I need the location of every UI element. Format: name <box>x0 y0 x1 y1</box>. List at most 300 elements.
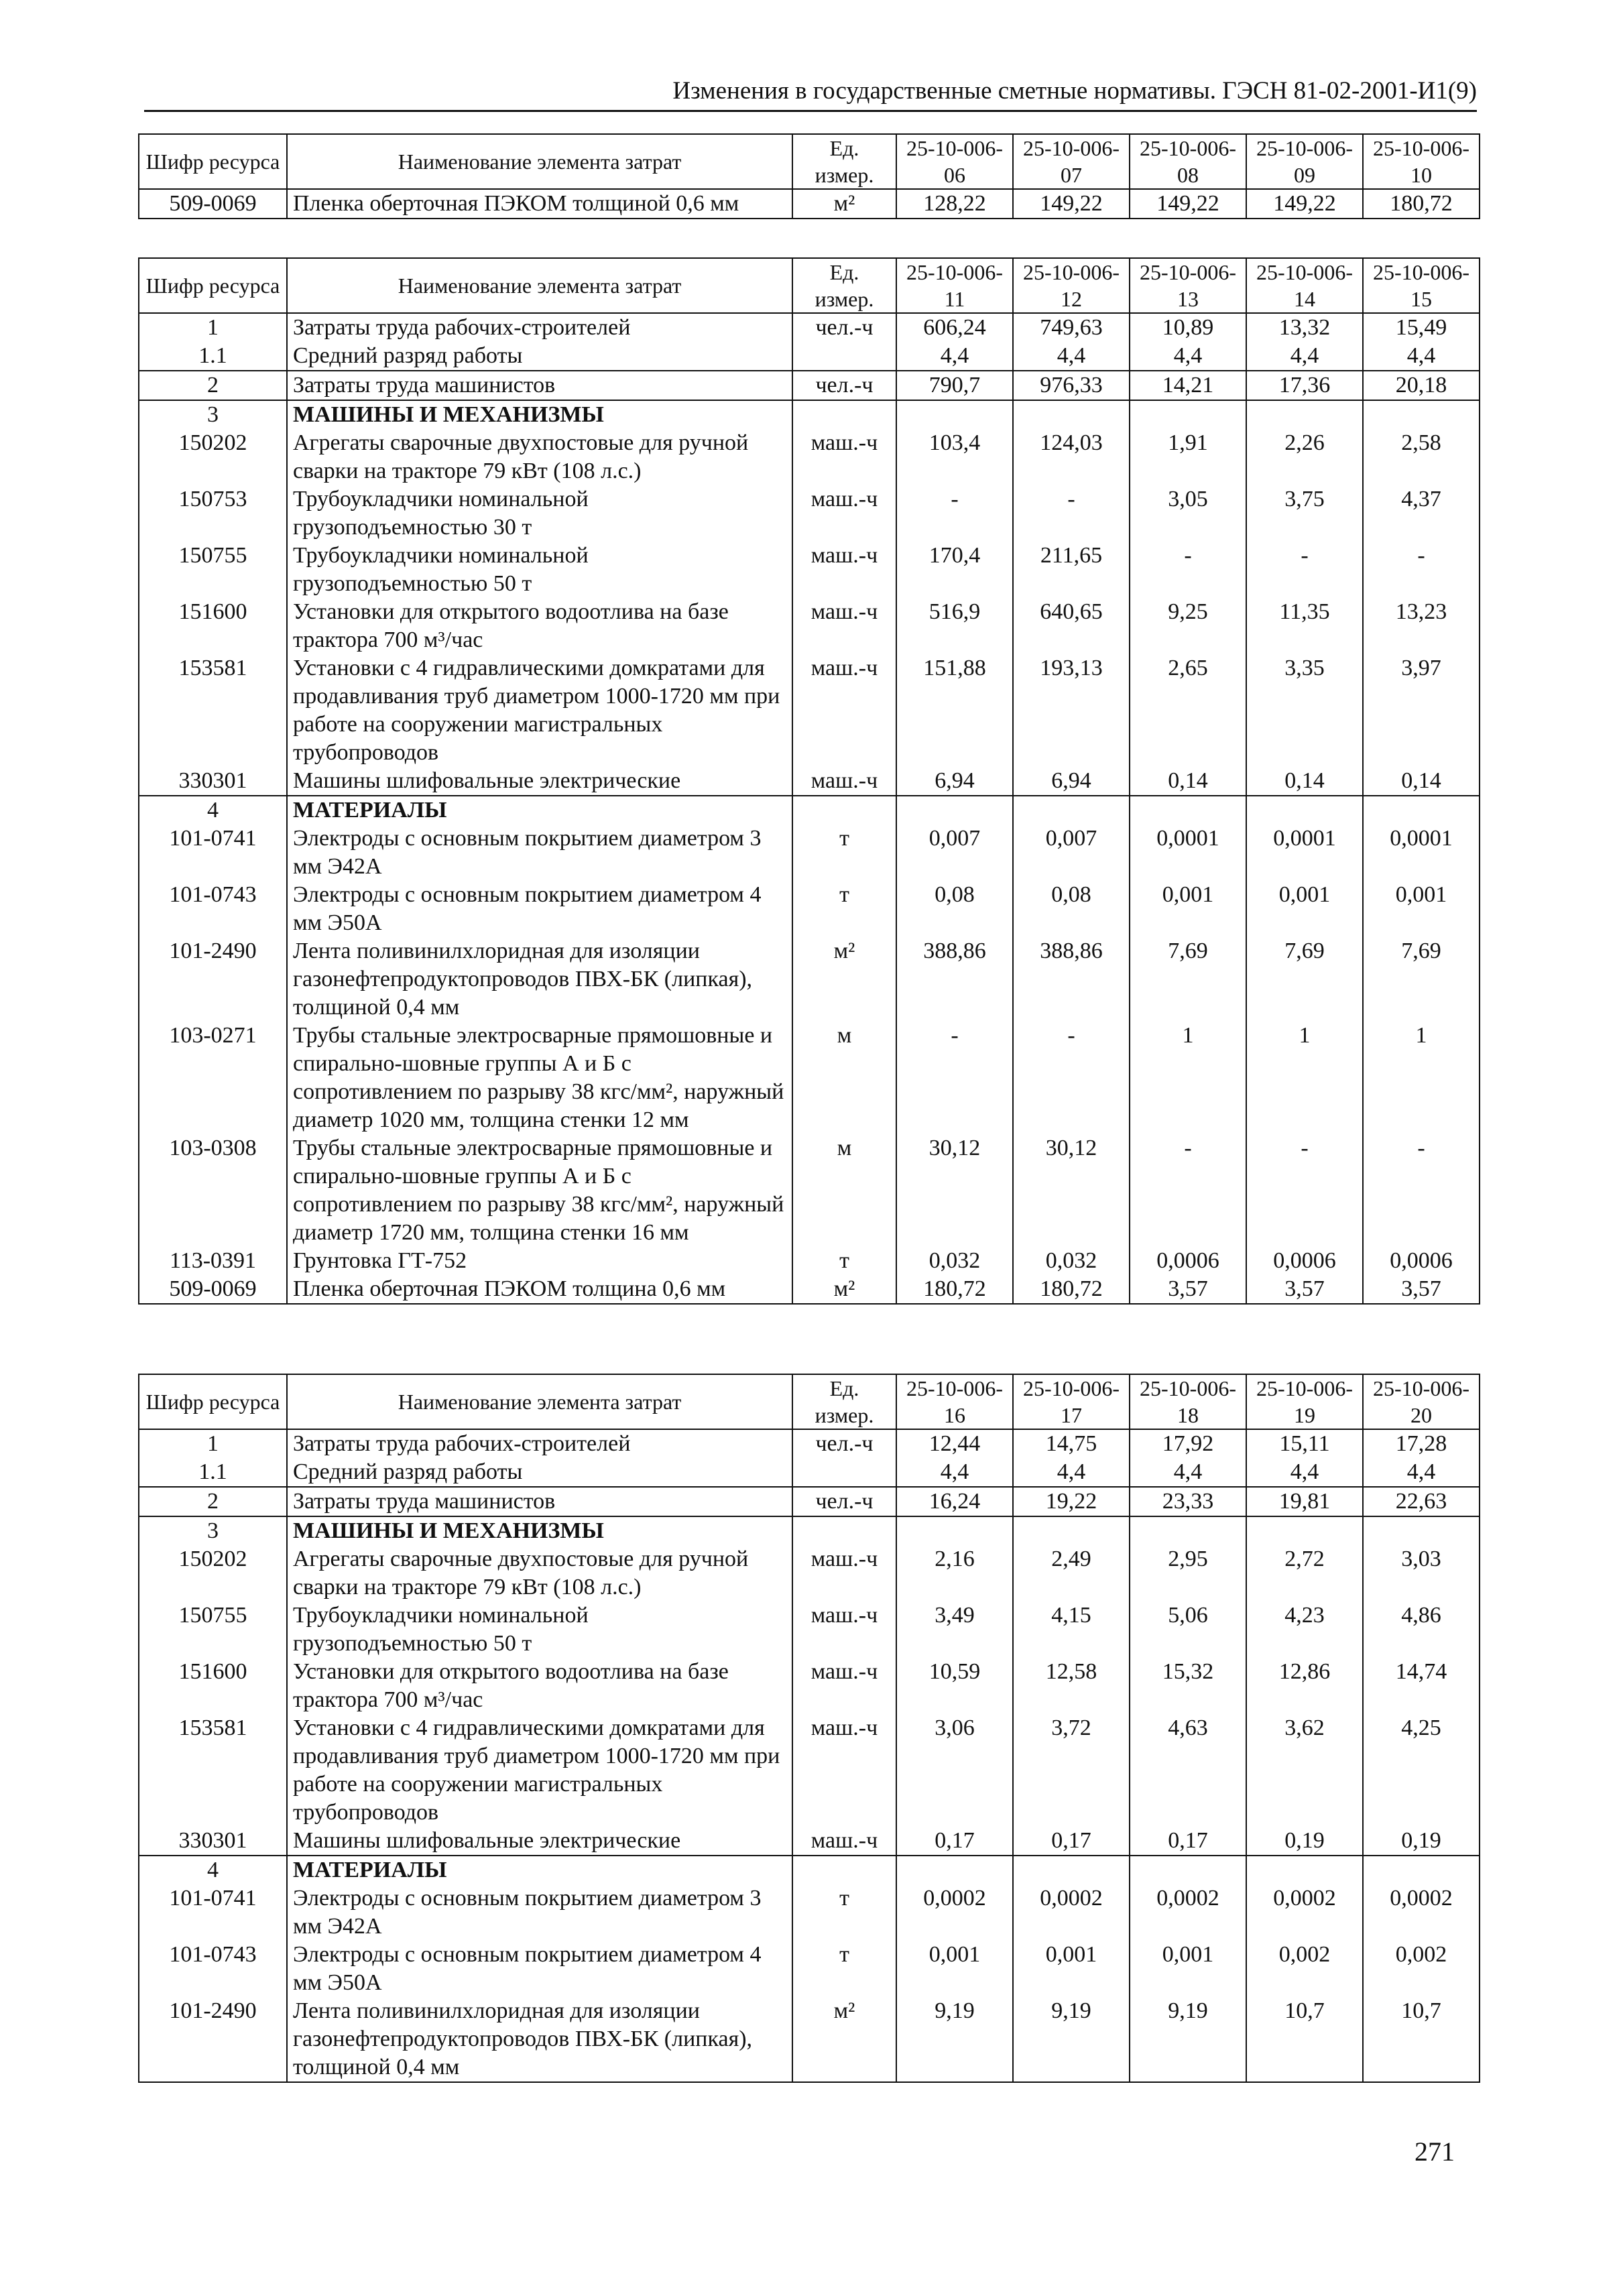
resource-value: - <box>1013 1022 1130 1134</box>
resource-value <box>1246 1856 1363 1884</box>
resource-value: 151,88 <box>896 654 1013 767</box>
table-row <box>139 1545 1480 1602</box>
resource-value: - <box>896 485 1013 542</box>
resource-unit: маш.-ч <box>792 542 896 598</box>
resource-value: 3,57 <box>1246 1275 1363 1304</box>
column-header-unit: Ед. измер. <box>792 258 896 313</box>
resource-value <box>1130 1856 1246 1884</box>
column-header-norm: 25-10-006-20 <box>1363 1374 1480 1429</box>
column-header-norm: 25-10-006-18 <box>1130 1374 1246 1429</box>
resource-value: 7,69 <box>1246 937 1363 1022</box>
resource-value: 4,37 <box>1363 485 1480 542</box>
resource-unit <box>792 796 896 825</box>
resource-value: 3,49 <box>896 1602 1013 1658</box>
resource-value: 3,57 <box>1363 1275 1480 1304</box>
resource-value <box>1130 1516 1246 1545</box>
resource-code: 101-0743 <box>139 1941 287 1997</box>
table-row <box>139 1884 1480 1941</box>
resource-name: Электроды с основным покрытием диаметром 4 мм Э50А <box>287 881 792 937</box>
resource-value: 3,57 <box>1130 1275 1246 1304</box>
resource-value: 1 <box>1246 1022 1363 1134</box>
resource-value <box>1246 400 1363 429</box>
table-row <box>139 1429 1480 1458</box>
resource-value: 0,0002 <box>1013 1884 1130 1941</box>
column-header-norm: 25-10-006-08 <box>1130 134 1246 189</box>
resource-code: 103-0308 <box>139 1134 287 1247</box>
column-header-norm: 25-10-006-16 <box>896 1374 1013 1429</box>
resource-unit: маш.-ч <box>792 1658 896 1714</box>
resource-value: 124,03 <box>1013 429 1130 485</box>
table-row <box>139 1487 1480 1516</box>
table-row <box>139 1827 1480 1856</box>
resource-name: Машины шлифовальные электрические <box>287 1827 792 1856</box>
resource-value: 4,4 <box>1130 1458 1246 1487</box>
table-row <box>139 400 1480 429</box>
resource-unit: чел.-ч <box>792 371 896 400</box>
column-header-norm: 25-10-006-10 <box>1363 134 1480 189</box>
resource-value: 0,0002 <box>1363 1884 1480 1941</box>
column-header-code: Шифр ресурса <box>139 1374 287 1429</box>
resource-value: 4,4 <box>896 342 1013 371</box>
table-row <box>139 1602 1480 1658</box>
resource-value: 22,63 <box>1363 1487 1480 1516</box>
resource-code: 150755 <box>139 542 287 598</box>
resource-value: 14,74 <box>1363 1658 1480 1714</box>
resource-value: - <box>1363 1134 1480 1247</box>
table-row <box>139 1134 1480 1247</box>
resource-name: Агрегаты сварочные двухпостовые для ручной сварки на тракторе 79 кВт (108 л.с.) <box>287 1545 792 1602</box>
resource-value: 3,75 <box>1246 485 1363 542</box>
resource-value: 4,4 <box>1130 342 1246 371</box>
resource-name: Установки с 4 гидравлическими домкратами для продавливания труб диаметром 1000-1720 мм при работе на сооружении магистральных трубопроводов <box>287 1714 792 1827</box>
resource-value: 211,65 <box>1013 542 1130 598</box>
resource-value: - <box>1246 1134 1363 1247</box>
resource-unit: маш.-ч <box>792 1827 896 1856</box>
resource-code: 1 <box>139 313 287 342</box>
resource-value <box>1363 1856 1480 1884</box>
column-header-code: Шифр ресурса <box>139 258 287 313</box>
resource-value: 13,32 <box>1246 313 1363 342</box>
column-header-code: Шифр ресурса <box>139 134 287 189</box>
resource-value: 17,36 <box>1246 371 1363 400</box>
resource-unit: м <box>792 1022 896 1134</box>
resource-code: 509-0069 <box>139 189 287 219</box>
resource-value: 0,17 <box>1130 1827 1246 1856</box>
resource-name: Затраты труда рабочих-строителей <box>287 313 792 342</box>
table-header <box>139 1374 1480 1429</box>
resource-value: 606,24 <box>896 313 1013 342</box>
resource-code: 4 <box>139 796 287 825</box>
table-row <box>139 371 1480 400</box>
resource-value <box>1130 796 1246 825</box>
table-row <box>139 342 1480 371</box>
column-header-norm: 25-10-006-17 <box>1013 1374 1130 1429</box>
resource-value: 0,002 <box>1363 1941 1480 1997</box>
resource-unit: маш.-ч <box>792 598 896 654</box>
resource-code: 150202 <box>139 429 287 485</box>
resource-value: 16,24 <box>896 1487 1013 1516</box>
resource-unit: м <box>792 1134 896 1247</box>
table-row <box>139 1856 1480 1884</box>
resource-code: 330301 <box>139 767 287 796</box>
column-header-name: Наименование элемента затрат <box>287 1374 792 1429</box>
resource-unit <box>792 1856 896 1884</box>
column-header-norm: 25-10-006-19 <box>1246 1374 1363 1429</box>
resource-value: 170,4 <box>896 542 1013 598</box>
resource-value: 4,4 <box>1013 1458 1130 1487</box>
table-row <box>139 1997 1480 2082</box>
resource-code: 150755 <box>139 1602 287 1658</box>
resource-value: 0,001 <box>1363 881 1480 937</box>
resource-value <box>1246 796 1363 825</box>
resource-value: 790,7 <box>896 371 1013 400</box>
resource-name: Пленка оберточная ПЭКОМ толщина 0,6 мм <box>287 1275 792 1304</box>
resource-value: 1,91 <box>1130 429 1246 485</box>
table-row <box>139 1247 1480 1275</box>
resource-code: 1 <box>139 1429 287 1458</box>
table-row <box>139 598 1480 654</box>
resource-name: Лента поливинилхлоридная для изоляции газонефтепродуктопроводов ПВХ-БК (липкая), толщиной 0,4 мм <box>287 1997 792 2082</box>
resource-value: 14,75 <box>1013 1429 1130 1458</box>
resource-code: 103-0271 <box>139 1022 287 1134</box>
resource-value: 4,4 <box>1246 342 1363 371</box>
resource-unit <box>792 400 896 429</box>
resource-unit: м² <box>792 1275 896 1304</box>
resource-unit: чел.-ч <box>792 1487 896 1516</box>
resource-code: 113-0391 <box>139 1247 287 1275</box>
resource-code: 2 <box>139 1487 287 1516</box>
resource-unit: т <box>792 1941 896 1997</box>
resource-value: 0,14 <box>1246 767 1363 796</box>
resource-value: 0,001 <box>1130 1941 1246 1997</box>
column-header-name: Наименование элемента затрат <box>287 134 792 189</box>
table-row <box>139 189 1480 219</box>
resource-name: Трубоукладчики номинальной грузоподъемностью 50 т <box>287 1602 792 1658</box>
resource-value: 180,72 <box>1013 1275 1130 1304</box>
resource-name: Средний разряд работы <box>287 342 792 371</box>
resource-value: 12,58 <box>1013 1658 1130 1714</box>
column-header-norm: 25-10-006-14 <box>1246 258 1363 313</box>
resource-code: 3 <box>139 1516 287 1545</box>
resource-name: Трубоукладчики номинальной грузоподъемностью 50 т <box>287 542 792 598</box>
resource-value: 0,002 <box>1246 1941 1363 1997</box>
resource-value <box>1363 1516 1480 1545</box>
resource-value: 128,22 <box>896 189 1013 219</box>
resource-code: 101-0741 <box>139 825 287 881</box>
resource-code: 101-2490 <box>139 937 287 1022</box>
resource-code: 150753 <box>139 485 287 542</box>
resource-unit: чел.-ч <box>792 1429 896 1458</box>
table-row <box>139 1022 1480 1134</box>
resource-code: 101-0741 <box>139 1884 287 1941</box>
resource-name: МАТЕРИАЛЫ <box>287 1856 792 1884</box>
resource-unit: т <box>792 1247 896 1275</box>
resource-value: 10,59 <box>896 1658 1013 1714</box>
resource-value: 0,14 <box>1130 767 1246 796</box>
resource-name: Грунтовка ГТ-752 <box>287 1247 792 1275</box>
resource-value: 0,0001 <box>1246 825 1363 881</box>
resource-value: 4,23 <box>1246 1602 1363 1658</box>
resource-value: 13,23 <box>1363 598 1480 654</box>
resource-value: 10,7 <box>1363 1997 1480 2082</box>
resource-name: Электроды с основным покрытием диаметром 4 мм Э50А <box>287 1941 792 1997</box>
resource-value: 1 <box>1363 1022 1480 1134</box>
resource-value: 0,001 <box>1130 881 1246 937</box>
resource-value: 3,06 <box>896 1714 1013 1827</box>
resource-value: 4,25 <box>1363 1714 1480 1827</box>
resource-value: 4,86 <box>1363 1602 1480 1658</box>
column-header-norm: 25-10-006-06 <box>896 134 1013 189</box>
page-number: 271 <box>1415 2136 1455 2167</box>
resource-value: 0,08 <box>896 881 1013 937</box>
resource-value <box>896 796 1013 825</box>
resource-value: 0,001 <box>896 1941 1013 1997</box>
table-row <box>139 313 1480 342</box>
resource-value: 0,007 <box>896 825 1013 881</box>
resource-value <box>1013 400 1130 429</box>
resource-unit: маш.-ч <box>792 767 896 796</box>
resource-value: - <box>1130 542 1246 598</box>
resource-unit: маш.-ч <box>792 1602 896 1658</box>
resource-name: Электроды с основным покрытием диаметром 3 мм Э42А <box>287 825 792 881</box>
resource-name: Затраты труда рабочих-строителей <box>287 1429 792 1458</box>
table-row <box>139 825 1480 881</box>
resource-table-2 <box>138 257 1480 1305</box>
resource-value: 0,0006 <box>1130 1247 1246 1275</box>
table-row <box>139 881 1480 937</box>
resource-value: 0,0006 <box>1363 1247 1480 1275</box>
resource-value: - <box>1013 485 1130 542</box>
resource-value: 3,35 <box>1246 654 1363 767</box>
resource-value: 2,26 <box>1246 429 1363 485</box>
resource-value: 2,72 <box>1246 1545 1363 1602</box>
resource-value: 2,16 <box>896 1545 1013 1602</box>
resource-table-1 <box>138 133 1480 219</box>
table-row <box>139 654 1480 767</box>
resource-value: 149,22 <box>1130 189 1246 219</box>
resource-unit: маш.-ч <box>792 654 896 767</box>
resource-code: 1.1 <box>139 342 287 371</box>
resource-value: 17,28 <box>1363 1429 1480 1458</box>
resource-unit: маш.-ч <box>792 1545 896 1602</box>
resource-name: МАШИНЫ И МЕХАНИЗМЫ <box>287 400 792 429</box>
resource-code: 151600 <box>139 598 287 654</box>
resource-value <box>1363 400 1480 429</box>
column-header-norm: 25-10-006-12 <box>1013 258 1130 313</box>
column-header-name: Наименование элемента затрат <box>287 258 792 313</box>
resource-value: 0,08 <box>1013 881 1130 937</box>
table-row <box>139 485 1480 542</box>
resource-value: 4,4 <box>1013 342 1130 371</box>
resource-value: 3,05 <box>1130 485 1246 542</box>
resource-name: Машины шлифовальные электрические <box>287 767 792 796</box>
resource-name: Трубы стальные электросварные прямошовные и спирально-шовные группы А и Б с сопротивлением по разрыву 38 кгс/мм², наружный диаметр 1020 мм, толщина стенки 12 мм <box>287 1022 792 1134</box>
table-row <box>139 937 1480 1022</box>
resource-value: 180,72 <box>896 1275 1013 1304</box>
resource-value: 103,4 <box>896 429 1013 485</box>
resource-value: 0,14 <box>1363 767 1480 796</box>
table-row <box>139 796 1480 825</box>
resource-unit <box>792 1458 896 1487</box>
resource-name: Трубы стальные электросварные прямошовные и спирально-шовные группы А и Б с сопротивлением по разрыву 38 кгс/мм², наружный диаметр 1720 мм, толщина стенки 16 мм <box>287 1134 792 1247</box>
resource-value: 516,9 <box>896 598 1013 654</box>
resource-value: 9,19 <box>896 1997 1013 2082</box>
resource-value: 30,12 <box>896 1134 1013 1247</box>
resource-value: 976,33 <box>1013 371 1130 400</box>
resource-name: Лента поливинилхлоридная для изоляции газонефтепродуктопроводов ПВХ-БК (липкая), толщиной 0,4 мм <box>287 937 792 1022</box>
resource-value <box>896 400 1013 429</box>
resource-value: 0,001 <box>1246 881 1363 937</box>
resource-value: 4,4 <box>1246 1458 1363 1487</box>
resource-value: 0,19 <box>1246 1827 1363 1856</box>
resource-name: Средний разряд работы <box>287 1458 792 1487</box>
resource-value <box>1013 1856 1130 1884</box>
resource-value: 180,72 <box>1363 189 1480 219</box>
page-header: Изменения в государственные сметные нормативы. ГЭСН 81-02-2001-И1(9) <box>144 72 1477 112</box>
column-header-norm: 25-10-006-07 <box>1013 134 1130 189</box>
resource-name: Агрегаты сварочные двухпостовые для ручной сварки на тракторе 79 кВт (108 л.с.) <box>287 429 792 485</box>
resource-value: 7,69 <box>1130 937 1246 1022</box>
resource-value: 149,22 <box>1246 189 1363 219</box>
resource-value: 5,06 <box>1130 1602 1246 1658</box>
resource-name: Установки для открытого водоотлива на базе трактора 700 м³/час <box>287 1658 792 1714</box>
resource-value: 6,94 <box>1013 767 1130 796</box>
table-row <box>139 429 1480 485</box>
resource-value: 2,49 <box>1013 1545 1130 1602</box>
table-row <box>139 1275 1480 1304</box>
resource-unit: м² <box>792 937 896 1022</box>
resource-value: 19,81 <box>1246 1487 1363 1516</box>
resource-value: 9,19 <box>1130 1997 1246 2082</box>
resource-value <box>1246 1516 1363 1545</box>
column-header-norm: 25-10-006-15 <box>1363 258 1480 313</box>
table-row <box>139 767 1480 796</box>
resource-value: 0,032 <box>1013 1247 1130 1275</box>
resource-unit: т <box>792 881 896 937</box>
resource-name: Пленка оберточная ПЭКОМ толщиной 0,6 мм <box>287 189 792 219</box>
resource-code: 4 <box>139 1856 287 1884</box>
resource-value: 3,72 <box>1013 1714 1130 1827</box>
resource-value: 15,32 <box>1130 1658 1246 1714</box>
resource-name: Затраты труда машинистов <box>287 371 792 400</box>
resource-value: 3,62 <box>1246 1714 1363 1827</box>
resource-value: 19,22 <box>1013 1487 1130 1516</box>
resource-value <box>1013 796 1130 825</box>
resource-value: 149,22 <box>1013 189 1130 219</box>
resource-value <box>1130 400 1246 429</box>
resource-value: 9,19 <box>1013 1997 1130 2082</box>
table-row <box>139 1516 1480 1545</box>
resource-value <box>896 1856 1013 1884</box>
resource-value: 0,0001 <box>1363 825 1480 881</box>
column-header-norm: 25-10-006-09 <box>1246 134 1363 189</box>
resource-value: 7,69 <box>1363 937 1480 1022</box>
resource-value: 15,11 <box>1246 1429 1363 1458</box>
resource-unit: маш.-ч <box>792 429 896 485</box>
resource-code: 153581 <box>139 654 287 767</box>
resource-unit: м² <box>792 1997 896 2082</box>
resource-value: 14,21 <box>1130 371 1246 400</box>
resource-value: 749,63 <box>1013 313 1130 342</box>
resource-name: Трубоукладчики номинальной грузоподъемностью 30 т <box>287 485 792 542</box>
table-row <box>139 1658 1480 1714</box>
resource-value: 0,0001 <box>1130 825 1246 881</box>
resource-code: 509-0069 <box>139 1275 287 1304</box>
resource-code: 3 <box>139 400 287 429</box>
resource-value <box>896 1516 1013 1545</box>
resource-value: 12,86 <box>1246 1658 1363 1714</box>
resource-code: 101-0743 <box>139 881 287 937</box>
resource-value: 0,17 <box>1013 1827 1130 1856</box>
column-header-norm: 25-10-006-13 <box>1130 258 1246 313</box>
resource-value <box>1013 1516 1130 1545</box>
resource-value: 0,0002 <box>1246 1884 1363 1941</box>
column-header-unit: Ед. измер. <box>792 134 896 189</box>
resource-unit: т <box>792 825 896 881</box>
resource-value: 23,33 <box>1130 1487 1246 1516</box>
resource-value: 20,18 <box>1363 371 1480 400</box>
resource-value: 3,03 <box>1363 1545 1480 1602</box>
resource-value: 4,4 <box>1363 1458 1480 1487</box>
resource-value: 640,65 <box>1013 598 1130 654</box>
resource-value: 9,25 <box>1130 598 1246 654</box>
resource-unit: м² <box>792 189 896 219</box>
column-header-unit: Ед. измер. <box>792 1374 896 1429</box>
resource-value: 388,86 <box>1013 937 1130 1022</box>
resource-value: 10,7 <box>1246 1997 1363 2082</box>
resource-value: 193,13 <box>1013 654 1130 767</box>
resource-unit: чел.-ч <box>792 313 896 342</box>
resource-code: 101-2490 <box>139 1997 287 2082</box>
resource-code: 1.1 <box>139 1458 287 1487</box>
resource-value: 6,94 <box>896 767 1013 796</box>
resource-value: 0,19 <box>1363 1827 1480 1856</box>
resource-name: МАТЕРИАЛЫ <box>287 796 792 825</box>
resource-value: 388,86 <box>896 937 1013 1022</box>
resource-value: 17,92 <box>1130 1429 1246 1458</box>
resource-name: Электроды с основным покрытием диаметром 3 мм Э42А <box>287 1884 792 1941</box>
resource-value: - <box>896 1022 1013 1134</box>
resource-unit: маш.-ч <box>792 485 896 542</box>
resource-unit <box>792 1516 896 1545</box>
resource-value: 4,15 <box>1013 1602 1130 1658</box>
table-row <box>139 1941 1480 1997</box>
resource-value: 11,35 <box>1246 598 1363 654</box>
resource-value: 4,4 <box>896 1458 1013 1487</box>
resource-code: 153581 <box>139 1714 287 1827</box>
resource-code: 2 <box>139 371 287 400</box>
resource-unit <box>792 342 896 371</box>
resource-value: 0,0006 <box>1246 1247 1363 1275</box>
resource-value: 30,12 <box>1013 1134 1130 1247</box>
column-header-norm: 25-10-006-11 <box>896 258 1013 313</box>
table-header <box>139 134 1480 189</box>
resource-value: 0,001 <box>1013 1941 1130 1997</box>
resource-value <box>1363 796 1480 825</box>
resource-code: 330301 <box>139 1827 287 1856</box>
resource-name: Установки с 4 гидравлическими домкратами для продавливания труб диаметром 1000-1720 мм при работе на сооружении магистральных трубопроводов <box>287 654 792 767</box>
resource-value: 12,44 <box>896 1429 1013 1458</box>
resource-value: 2,58 <box>1363 429 1480 485</box>
resource-value: - <box>1363 542 1480 598</box>
resource-value: 0,17 <box>896 1827 1013 1856</box>
resource-name: Затраты труда машинистов <box>287 1487 792 1516</box>
resource-value: 15,49 <box>1363 313 1480 342</box>
resource-value: 4,63 <box>1130 1714 1246 1827</box>
resource-value: 1 <box>1130 1022 1246 1134</box>
resource-value: 10,89 <box>1130 313 1246 342</box>
resource-value: 0,0002 <box>1130 1884 1246 1941</box>
